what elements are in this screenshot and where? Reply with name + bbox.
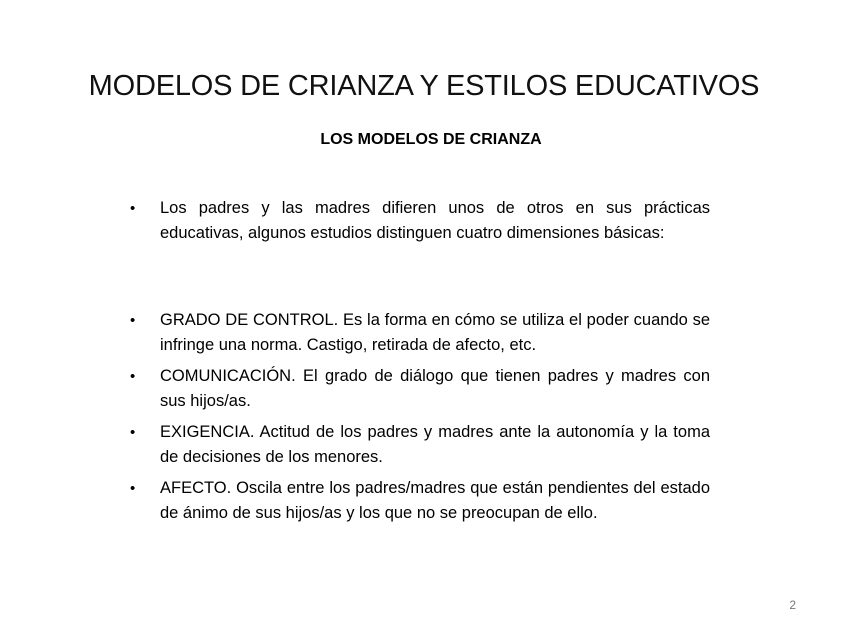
bullet-dot-icon: •: [130, 368, 136, 385]
bullet-text: Los padres y las madres difieren unos de otros en sus prácticas educativas, algunos estudios distinguen cuatro dimensiones básicas:: [160, 199, 710, 242]
bullet-item-intro: [130, 196, 710, 246]
slide-subtitle: LOS MODELOS DE CRIANZA: [320, 131, 542, 148]
bullet-dot-icon: •: [130, 480, 136, 497]
page-number: 2: [789, 598, 796, 612]
bullet-text: EXIGENCIA. Actitud de los padres y madres ante la autonomía y la toma de decisiones de los menores.: [160, 423, 710, 466]
bullet-item-affection: [130, 476, 710, 526]
bullet-dot-icon: •: [130, 312, 136, 329]
bullet-text: COMUNICACIÓN. El grado de diálogo que tienen padres y madres con sus hijos/as.: [160, 367, 710, 410]
bullet-dot-icon: •: [130, 200, 136, 217]
bullet-text: AFECTO. Oscila entre los padres/madres que están pendientes del estado de ánimo de sus hijos/as y los que no se preocupan de ello.: [160, 479, 710, 522]
bullet-text: GRADO DE CONTROL. Es la forma en cómo se utiliza el poder cuando se infringe una norma. Castigo, retirada de afecto, etc.: [160, 311, 710, 354]
bullet-item-demand: [130, 420, 710, 470]
dimensions-bullet-list: [130, 308, 710, 532]
intro-bullet-list: [130, 196, 710, 246]
bullet-dot-icon: •: [130, 424, 136, 441]
bullet-item-control: [130, 308, 710, 358]
slide-title: MODELOS DE CRIANZA Y ESTILOS EDUCATIVOS: [88, 70, 760, 102]
bullet-item-communication: [130, 364, 710, 414]
